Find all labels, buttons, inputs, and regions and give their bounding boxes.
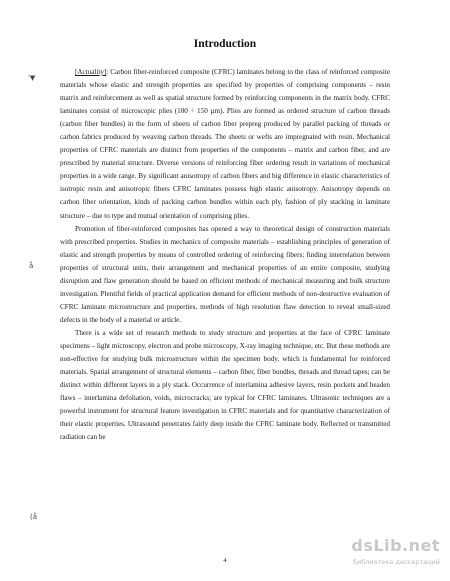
- margin-mark: (å: [30, 513, 38, 521]
- watermark-logo: dsLib.net: [351, 536, 440, 555]
- paragraph-promotion: Promotion of fiber-reinforced composites has opened a way to theoretical design of construction materials with prescribed properties. Studies in mechanics of composite materials – establishing principles of generation of elastic and strength properties by means of controlled ordering of reinforcing fibers; finding interrelation between properties of structural units, their arrangement and mechanical properties of an entire composite, studying disruption and flaw generation should be based on efficient methods of mechanical measuring and bulk structure investigation. Plentiful fields of practical application demand for efficient methods of non-destructive evaluation of CFRC laminate microstructure and properties, methods of high resolution flaw detection to reveal small-sized defects in the body of a material or article.: [60, 224, 390, 324]
- document-body: [60, 66, 390, 444]
- actuality-keyword: [Actuality]: [75, 68, 107, 76]
- watermark-subtitle: библиотека диссертаций: [353, 558, 440, 566]
- page-title: Introduction: [193, 38, 257, 50]
- paragraph-methods: There is a wide set of research methods to study structure and properties at the face of CFRC laminate specimens – light microscopy, electron and probe microscopy, X-ray imaging technique, etc. But these methods are non-effective for studying bulk microstructure within the specimen body, which is fundamental for reinforced materials. Spatial arrangement of structural elements – carbon fiber, fiber bundles, threads and thread tapes; can be distinct within different layers in a ply stack. Occurrence of interlamina adhesive layers, resin pockets and headen flaws – interlamina defoliation, voids, microcracks; are typical for CFRC laminates. Ultrasonic techniques are a powerful instrument for structural feature investigation in CFRC materials and for quantitative characterization of their elastic properties. Ultrasound penetrates fairly deep inside the CFRC laminate body. Reflected or transmitted radiation can be: [60, 328, 390, 442]
- margin-mark: '▼: [28, 74, 36, 82]
- page-number: 4: [223, 557, 227, 564]
- paragraph-actuality: [60, 66, 390, 223]
- watermark: [334, 536, 444, 574]
- paragraph-text: : Carbon fiber-reinforced composite (CFRC) laminates belong to the class of reinforced composite materials whose elastic and strength properties are specified by properties of comprising components – resin matrix and reinforcement as well as spatial structure formed by reinforcing components in the matrix body. CFRC laminates consist of microscopic plies (100 ÷ 150 µm). Plies are formed as ordered structure of carbon threads (carbon fiber bundles) in the form of sheets of carbon fiber prepreg produced by parallel packing of threads or carbon fabrics produced by weaving carbon threads. The sheets or wefts are impregnated with resin. Mechanical properties of CFRC materials are distinct from properties of the components – matrix and carbon fiber, and are prescribed by material structure. Diverse versions of reinforcing fiber ordering result in variations of mechanical properties in a wide range. By significant anisotropy of carbon fibers and big difference in elastic characteristics of isotropic resin and anisotropic fibers CFRC laminates possess high elastic anisotropy. Anisotropy depends on carbon fiber orientation, kinds of packing carbon bundles within each ply, fashion of ply stacking in laminate structure – due to type and mutual orientation of comprising plies.: [60, 68, 390, 220]
- margin-mark: å: [29, 262, 34, 270]
